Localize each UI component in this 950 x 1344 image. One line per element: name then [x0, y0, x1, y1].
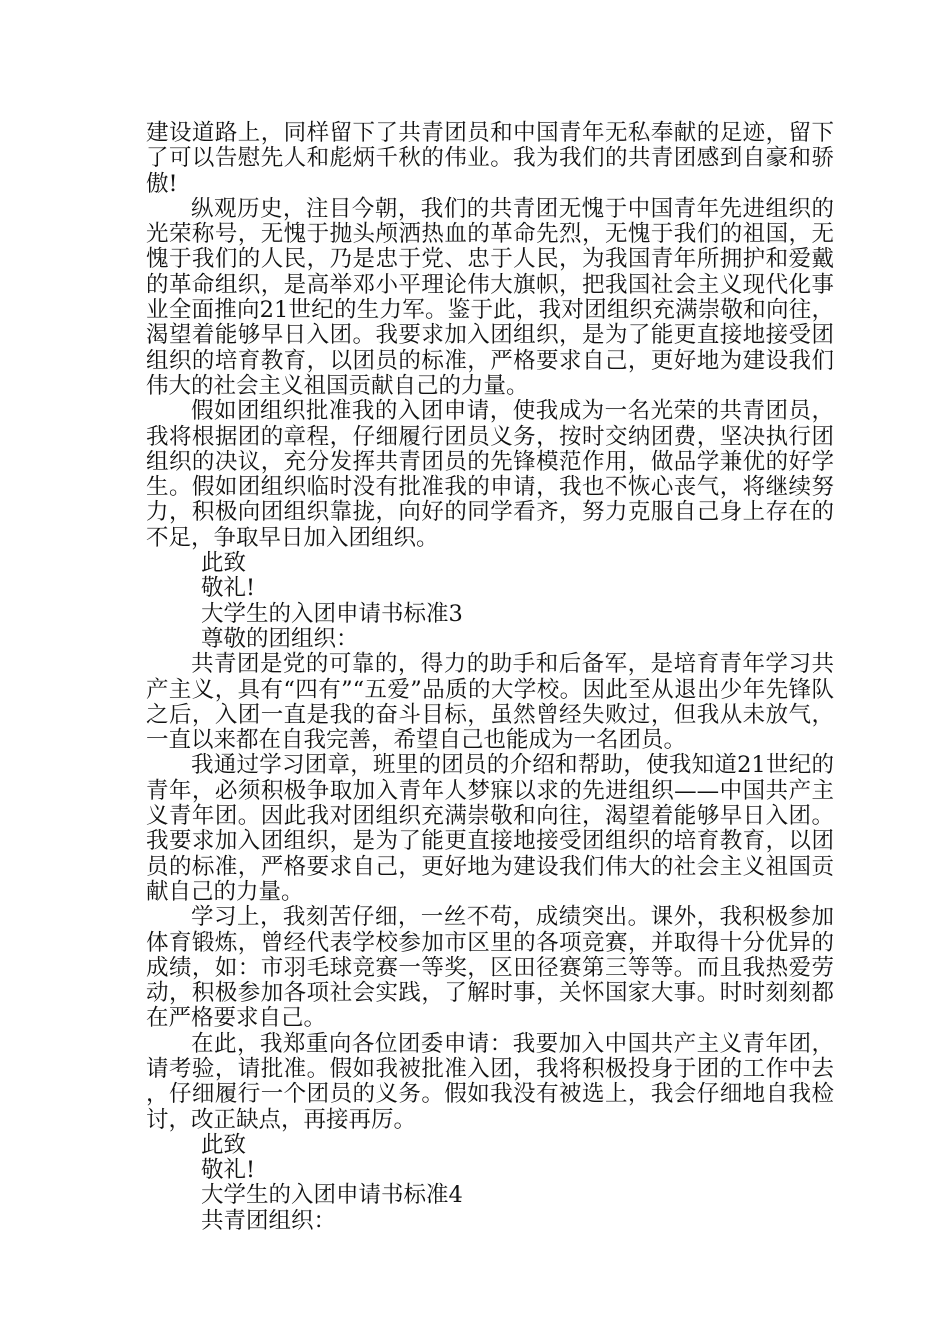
closing-regards: 敬礼!: [201, 1157, 256, 1184]
paragraph-history: 纵观历史，注目今朝，我们的共青团无愧于中国青年先进组织的光荣称号，无愧于抛头颅洒热血的革命先烈，无愧于我们的祖国，无愧于我们的人民，乃是忠于党、忠于人民，为我国青年所拥护和爱戴的革命组织，是高举邓小平理论伟大旗帜，把我国社会主义现代化事业全面推向21世纪的生力军。鉴于此，我对团组织充满崇敬和向往，渴望着能够早日入团。我要求加入团组织，是为了能更直接地接受团组织的培育教育，以团员的标准，严格要求自己，更好地为建设我们伟大的社会主义祖国贡献自己的力量。: [146, 195, 834, 399]
letter-greeting: 共青团组织：: [201, 1207, 337, 1234]
paragraph-motivation: 共青团是党的可靠的，得力的助手和后备军，是培育青年学习共产主义，具有“四有”“五爱”品质的大学校。因此至从退出少年先锋队之后，入团一直是我的奋斗目标，虽然曾经失败过，但我从未放气，一直以来都在自我完善，希望自己也能成为一名团员。: [146, 651, 834, 754]
section-title: 大学生的入团申请书标准3: [201, 600, 463, 627]
paragraph-application: 在此，我郑重向各位团委申请：我要加入中国共产主义青年团，请考验，请批准。假如我被批准入团，我将积极投身于团的工作中去，仔细履行一个团员的义务。假如我没有被选上，我会仔细地自我检讨，改正缺点，再接再厉。: [146, 1030, 834, 1133]
letter-greeting: 尊敬的团组织：: [201, 625, 359, 652]
closing-salutation: 此致: [201, 550, 247, 577]
document-body: [146, 121, 834, 1234]
paragraph-understanding: 我通过学习团章，班里的团员的介绍和帮助，使我知道21世纪的青年，必须积极争取加入青年人梦寐以求的先进组织——中国共产主义青年团。因此我对团组织充满崇敬和向往，渴望着能够早日入团。我要求加入团组织，是为了能更直接地接受团组织的培育教育，以团员的标准，严格要求自己，更好地为建设我们伟大的社会主义祖国贡献自己的力量。: [146, 752, 834, 905]
closing-regards: 敬礼!: [201, 575, 256, 602]
closing-salutation: 此致: [201, 1131, 247, 1158]
paragraph-commitment: 假如团组织批准我的入团申请，使我成为一名光荣的共青团员，我将根据团的章程，仔细履行团员义务，按时交纳团费，坚决执行团组织的决议，充分发挥共青团员的先锋模范作用，做品学兼优的好学生。假如团组织临时没有批准我的申请，我也不恢心丧气，将继续努力，积极向团组织靠拢，向好的同学看齐，努力克服自己身上存在的不足，争取早日加入团组织。: [146, 398, 834, 551]
paragraph-achievements: 学习上，我刻苦仔细，一丝不苟，成绩突出。课外，我积极参加体育锻炼，曾经代表学校参加市区里的各项竞赛，并取得十分优异的成绩，如：市羽毛球竞赛一等奖，区田径赛第三等等。而且我热爱劳动，积极参加各项社会实践，了解时事，关怀国家大事。时时刻刻都在严格要求自己。: [146, 904, 834, 1032]
section-title: 大学生的入团申请书标准4: [201, 1182, 463, 1209]
paragraph-intro-continuation: 建设道路上，同样留下了共青团员和中国青年无私奉献的足迹，留下了可以告慰先人和彪炳千秋的伟业。我为我们的共青团感到自豪和骄傲!: [146, 120, 834, 197]
